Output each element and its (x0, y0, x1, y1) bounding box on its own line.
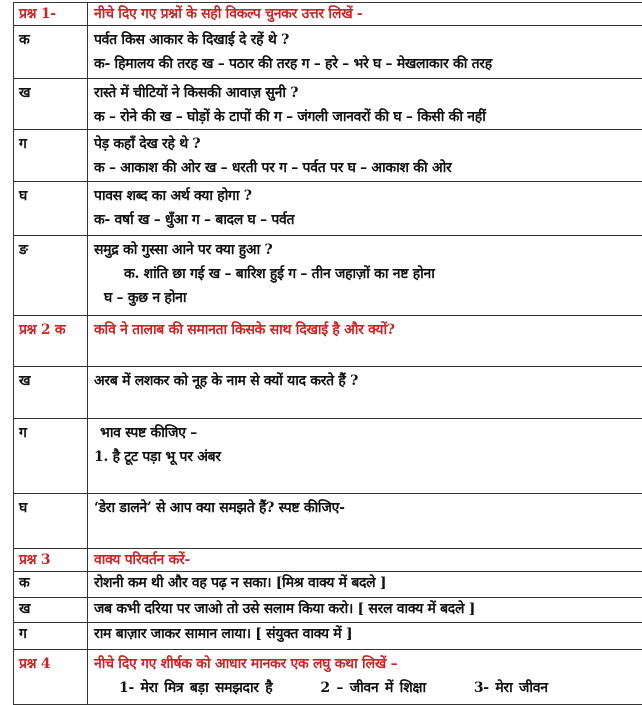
question-text: रास्ते में चीटियों ने किसकी आवाज़ सुनी ? (94, 85, 299, 101)
topic-item: 3- मेरा जीवन (473, 680, 548, 696)
mcq-cell (88, 79, 642, 130)
sentence-text: रोशनी कम थी और वह पढ़ न सका। [मिश्र वाक्य में बदले ] (88, 572, 642, 598)
q4-cell (88, 650, 642, 705)
q4-row (14, 650, 642, 705)
question-text: अरब में लशकर को नूह के नाम से क्यों याद करते हैं ? (88, 367, 642, 419)
table-row (14, 367, 642, 419)
question-text: पर्वत किस आकार के दिखाई दे रहें थे ? (94, 32, 289, 48)
sentence-text: जब कभी दरिया पर जाओ तो उसे सलाम किया करो। [ सरल वाक्य में बदले ] (88, 598, 642, 623)
options-text: घ – कुछ न होना (104, 290, 187, 306)
topic-item: 1- मेरा मित्र बड़ा समझदार है (119, 680, 273, 696)
options-text: क – रोने की ख – घोड़ों के टापों की ग – जंगली जानवरों की घ – किसी की नहीं (94, 109, 486, 125)
item-label: ग (14, 130, 88, 182)
mcq-cell (88, 236, 642, 316)
item-label: घ (14, 494, 88, 549)
item-label: ग (14, 419, 88, 494)
item-label: ङ (14, 236, 88, 316)
question-instruction: वाक्य परिवर्तन करें- (88, 549, 642, 572)
mcq-cell (88, 26, 642, 79)
table-row (14, 598, 642, 623)
item-label: क (14, 572, 88, 598)
question-number: प्रश्न 4 (14, 650, 88, 705)
table-row (14, 572, 642, 598)
table-row (14, 236, 642, 316)
options-text: क – आकाश की ओर ख – धरती पर ग – पर्वत पर घ – आकाश की ओर (94, 160, 452, 176)
options-text: क. शांति छा गई ख – बारिश हुई ग – तीन जहाज़ों का नष्ट होना (124, 266, 435, 282)
question-instruction: नीचे दिए गए प्रश्नों के सही विकल्प चुनकर उत्तर लिखें - (88, 3, 642, 26)
topics-list (94, 676, 642, 700)
question-number: प्रश्न 2 क (14, 316, 88, 367)
table-row (14, 130, 642, 182)
sub-question-text: 1. है टूट पड़ा भू पर अंबर (94, 449, 221, 465)
options-text: क- वर्षा ख – धुँआ ग – बादल घ – पर्वत (94, 212, 295, 228)
q2-header-row (14, 316, 642, 367)
question-instruction: नीचे दिए गए शीर्षक को आधार मानकर एक लघु कथा लिखें – (94, 656, 398, 672)
table-row (14, 419, 642, 494)
item-label: ख (14, 598, 88, 623)
table-row (14, 26, 642, 79)
mcq-cell (88, 130, 642, 182)
question-text: ‘डेरा डालने’ से आप क्या समझते हैं? स्पष्ट कीजिए- (88, 494, 642, 549)
question-number: प्रश्न 3 (14, 549, 88, 572)
table-row (14, 623, 642, 650)
sentence-text: राम बाज़ार जाकर सामान लाया। [ संयुक्त वाक्य में ] (88, 623, 642, 650)
mcq-cell (88, 182, 642, 236)
question-text: समुद्र को गुस्सा आने पर क्या हुआ ? (94, 242, 273, 258)
question-cell (88, 419, 642, 494)
question-text: कवि ने तालाब की समानता किसके साथ दिखाई है और क्यों? (88, 316, 642, 367)
topic-item: 2 – जीवन में शिक्षा (320, 680, 426, 696)
worksheet-table (13, 2, 642, 705)
options-text: क- हिमालय की तरह ख – पठार की तरह ग – हरे – भरे घ – मेखलाकार की तरह (94, 56, 492, 72)
table-row (14, 79, 642, 130)
question-number: प्रश्न 1- (14, 3, 88, 26)
item-label: ग (14, 623, 88, 650)
item-label: घ (14, 182, 88, 236)
item-label: ख (14, 367, 88, 419)
question-text: भाव स्पष्ट कीजिए – (100, 425, 197, 441)
item-label: क (14, 26, 88, 79)
q1-header-row (14, 3, 642, 26)
question-text: पेड़ कहाँ देख रहे थे ? (94, 136, 201, 152)
question-text: पावस शब्द का अर्थ क्या होगा ? (94, 188, 252, 204)
table-row (14, 494, 642, 549)
item-label: ख (14, 79, 88, 130)
q3-header-row (14, 549, 642, 572)
table-row (14, 182, 642, 236)
